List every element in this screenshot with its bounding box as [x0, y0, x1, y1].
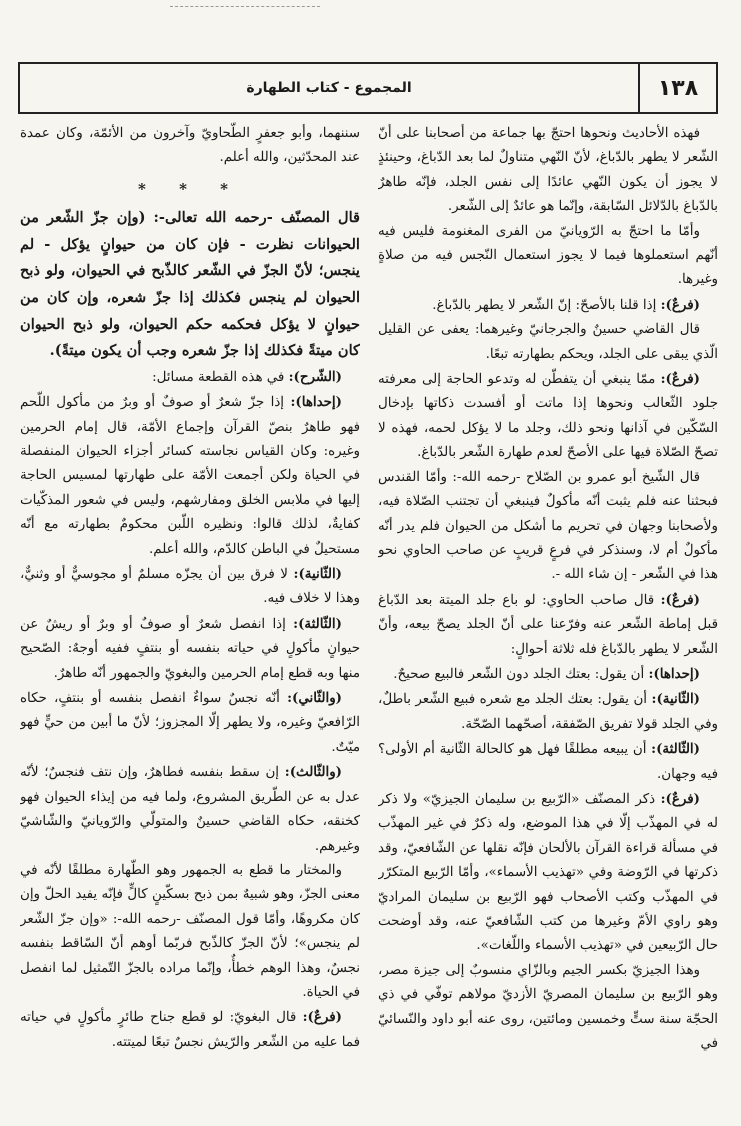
paragraph: والمختار ما قطع به الجمهور وهو الطّهارة مطلقًا لأنّه في معنى الجزّ، وهو شبيهٌ بمن ذبح بسكّينٍ كالٍّ فإنّه يفيد الحلّ وإن كان مكروهًا، وأمّا قول المصنّف -رحمه الله-: «وإن جزّ الشّعر لم ينجس»؛ لأنّ الجزّ كالذّبح فربّما أوهم أنّ السّاقط بنفسه نجسٌ، وهذا الوهم خطأٌ، وإنّما مراده بالجزّ التّمثيل لما انفصل في الحياة.: [20, 862, 360, 1000]
section-term: (والثّاني):: [287, 690, 342, 707]
section-term: (فرعٌ):: [660, 790, 700, 807]
paragraph: قال القاضي حسينٌ والجرجانيّ وغيرهما: يعفى عن القليل الّذي يبقى على الجلد، ويحكم بطهارته تبعًا.: [378, 322, 718, 362]
section-term: (إحداها):: [648, 665, 700, 682]
running-title: المجموع - كتاب الطهارة: [246, 80, 412, 96]
top-dash-line: [170, 6, 320, 7]
paragraph: سننهما، وأبو جعفرٍ الطّحاويّ وآخرون من الأئمّة، وكان عمدة عند المحدّثين، والله أعلم.: [20, 126, 360, 166]
paragraph: وهذا الجيزيّ بكسر الجيم وبالزّاي منسوبٌ إلى جيزة مصر، وهو الرّبيع بن سليمان المصريّ الأزديّ مولاهم توفّي في ذي الحجّة سنة ستٍّ وخمسين ومائتين، روى عنه أبو داود والنّسائيّ في: [378, 962, 718, 1052]
paragraph: (والثّاني): أنّه نجسٌ سواءٌ انفصل بنفسه أو بنتفٍ، حكاه الرّافعيّ وغيره، ولا يطهر إلّا المجزوز؛ لأنّ ما أبين من حيٍّ فهو ميّتٌ.: [20, 690, 360, 755]
section-term: (فرعٌ):: [660, 296, 700, 313]
paragraph: (والثّالث): إن سقط بنفسه فطاهرٌ، وإن نتف فنجسٌ؛ لأنّه عدل به عن الطّريق المشروع، ولما فيه من إيذاء الحيوان فهو كخنقه، حكاه القاضي حسينٌ والمتولّي والرّويانيّ والشّاشيّ وغيرهم.: [20, 764, 360, 854]
paragraph: (فرعٌ): قال صاحب الحاوي: لو باع جلد الميتة بعد الدّباغ قبل إماطة الشّعر عنه وفرّعنا على أنّ الجلد يصحّ بيعه، وأنّ الشّعر لا يطهر بالدّباغ فله ثلاثة أحوالٍ:: [378, 591, 718, 657]
section-term: (الثّالثة):: [651, 741, 700, 758]
paragraph: (الثّالثة): إذا انفصل شعرٌ أو صوفٌ أو وبرٌ أو ريشٌ عن حيوانٍ مأكولٍ في حياته بنفسه أو بنتفٍ ففيه أوجهٌ: الصّحيح منها وبه قطع إمام الحرمين والبغويّ والجمهور أنّه طاهرٌ.: [20, 615, 360, 681]
paragraph: (الشّرح): في هذه القطعة مسائل:: [152, 368, 342, 385]
right-column: [378, 122, 718, 1117]
paragraph: (فرعٌ): إذا قلنا بالأصحّ: إنّ الشّعر لا يطهر بالدّباغ.: [432, 296, 700, 313]
section-term: (الثّالثة):: [293, 615, 342, 632]
section-term: (الثّانية):: [293, 566, 342, 583]
paragraph: (فرعٌ): ممّا ينبغي أن يتفطّن له وتدعو الحاجة إلى معرفته جلود الثّعالب ونحوها إذا ماتت أو أفسدت ذكاتها بإدخال السّكّين في آذانها ونحو ذلك، وجلد ما لا يؤكل لحمه، فهذه لا تصحّ الصّلاة فيها على الأصحّ لعدم طهارة الشّعر بالدّباغ.: [378, 371, 718, 461]
section-term: (والثّالث):: [284, 764, 342, 781]
section-term: (الشّرح):: [288, 368, 342, 385]
paragraph: (الثّالثة): أن يبيعه مطلقًا فهل هو كالحالة الثّانية أم الأولى؟ فيه وجهان.: [378, 741, 718, 782]
paragraph: (فرعٌ): ذكر المصنّف «الرّبيع بن سليمان الجيزيّ» ولا ذكر له في المهذّب إلّا في هذا الموضع، وله ذكرٌ في غير المهذّب في مسألة قراءة القرآن بالألحان فإنّه نقلها عن الشّافعيّ، وقد ذكرتها في الرّوضة وفي «تهذيب الأسماء»، وأمّا الرّبيع المتكرّر في المهذّب وكتب الأصحاب فهو الرّبيع بن سليمان المراديّ وهو راوي الأمّ وغيرها من كتب الشّافعيّ عنه، وقد أوضحت حال الرّبيعين في «تهذيب الأسماء واللّغات».: [378, 790, 718, 954]
section-separator: * * *: [138, 179, 242, 198]
page-number: ١٣٨: [638, 64, 716, 112]
paragraph: (فرعٌ): قال البغويّ: لو قطع جناح طائرٍ مأكولٍ في حياته فما عليه من الشّعر والرّيش نجسٌ تبعًا لميتته.: [20, 1009, 360, 1050]
paragraph: (إحداها): أن يقول: بعتك الجلد دون الشّعر فالبيع صحيحٌ.: [393, 665, 700, 682]
paragraph: (الثّانية): أن يقول: بعتك الجلد مع شعره فبيع الشّعر باطلٌ، وفي الجلد قولا تفريق الصّفقة، أصحّهما الصّحّة.: [378, 691, 718, 732]
paragraph: فهذه الأحاديث ونحوها احتجّ بها جماعة من أصحابنا على أنّ الشّعر لا يطهر بالدّباغ، لأنّ النّهي متناولٌ لما بعد الدّباغ، وحينئذٍ لا يجوز أن يكون النّهي عائدًا إلى نفس الجلد، فإنّه طاهرٌ بالدّباغ بالدّلائل السّابقة، وإنّما هو عائدٌ إلى الشّعر.: [378, 126, 718, 215]
section-term: (إحداها):: [290, 394, 342, 411]
paragraph: قال الشّيخ أبو عمرو بن الصّلاح -رحمه الله-: وأمّا القندس فبحثنا عنه فلم يثبت أنّه مأكولٌ فينبغي أن تجتنب الصّلاة فيه، ولأصحابنا وجهان في تحريم ما أشكل من الحيوان فلم يدر أنّه مأكولٌ أم لا، وسنذكر في فرعٍ قريبٍ عن صاحب الحاوي نحو هذا في الشّعر - إن شاء الله -.: [378, 469, 718, 583]
paragraph: وأمّا ما احتجّ به الرّويانيّ من الفرى المغنومة فليس فيه أنّهم استعملوها فيما لا يجوز استعمال النّجس فيه من صلاةٍ وغيرها.: [378, 223, 718, 288]
section-term: (فرعٌ):: [660, 371, 700, 388]
section-term: (فرعٌ):: [660, 591, 700, 608]
page-header: [18, 62, 718, 114]
section-term: (فرعٌ):: [302, 1009, 342, 1026]
author-quote: قال المصنّف -رحمه الله تعالى-: (وإن جزّ الشّعر من الحيوانات نظرت - فإن كان من حيوانٍ يؤكل - لم ينجس؛ لأنّ الجزّ في الشّعر كالذّبح في الحيوان، ولو ذبح الحيوان لم ينجس فكذلك إذا جزّ شعره، وإن كان من حيوانٍ لا يؤكل فحكمه حكم الحيوان، ولو ذبح الحيوان كان ميتةً فكذلك إذا جزّ شعره وجب أن يكون ميتةً).: [20, 209, 360, 360]
paragraph: (الثّانية): لا فرق بين أن يجزّه مسلمٌ أو مجوسيٌّ أو وثنيٌّ، وهذا لا خلاف فيه.: [20, 566, 360, 607]
paragraph: (إحداها): إذا جزّ شعرٌ أو صوفٌ أو وبرٌ من مأكول اللّحم فهو طاهرٌ بنصّ القرآن وإجماع الأمّة، قال إمام الحرمين وغيره: وكان القياس نجاسته كسائر أجزاء الحيوان المنفصلة في الحياة ولكن أجمعت الأمّة على طهارتها لمسيس الحاجة إليها في ملابس الخلق ومفارشهم، وليس في شعور المذكّيات كفايةٌ، لذلك قالوا: ونظيره اللّبن محكومٌ بطهارته مع أنّه مستحيلٌ في الباطن كالدّم، والله أعلم.: [20, 394, 360, 557]
section-term: (الثّانية):: [651, 691, 700, 708]
left-column: [20, 122, 360, 1117]
